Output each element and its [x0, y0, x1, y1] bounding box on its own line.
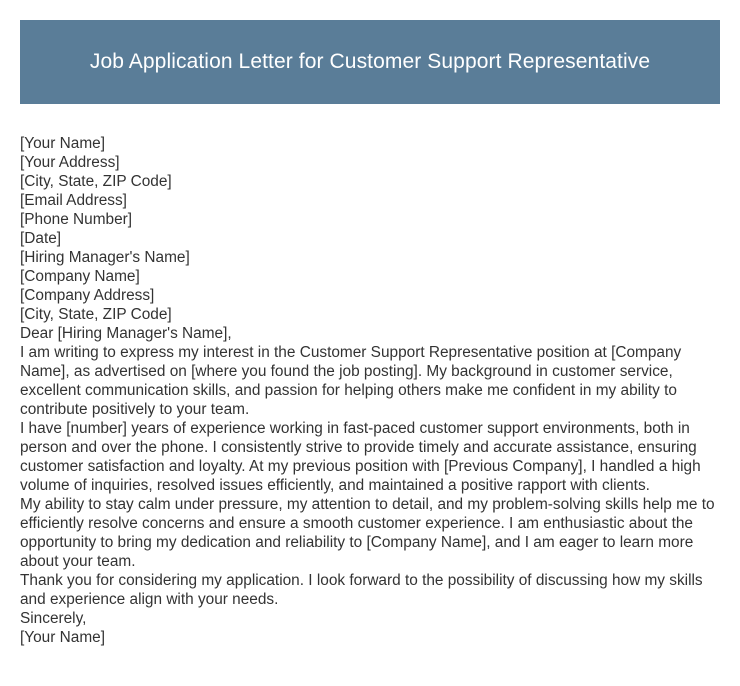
sender-email: [Email Address]: [20, 192, 127, 209]
recipient-city-state-zip: [City, State, ZIP Code]: [20, 306, 172, 323]
sender-name: [Your Name]: [20, 135, 105, 152]
recipient-company-address: [Company Address]: [20, 287, 155, 304]
recipient-company-name: [Company Name]: [20, 268, 140, 285]
salutation: Dear [Hiring Manager's Name],: [20, 325, 232, 342]
closing: Sincerely,: [20, 610, 87, 627]
letter-date: [Date]: [20, 230, 62, 247]
body-paragraph: My ability to stay calm under pressure, my attention to detail, and my problem-solving skills help me to efficiently resolve concerns and ensure a smooth customer experience. I am enthusiastic about the opportunity to bring my dedication and reliability to [Company Name], and I am eager to learn more about your team.: [20, 496, 715, 570]
sender-phone: [Phone Number]: [20, 211, 133, 228]
signature: [Your Name]: [20, 629, 105, 646]
body-paragraph: Thank you for considering my application. I look forward to the possibility of discussing how my skills and experience align with your needs.: [20, 572, 703, 608]
recipient-manager-name: [Hiring Manager's Name]: [20, 249, 190, 266]
body-paragraph: I have [number] years of experience working in fast-paced customer support environments, both in person and over the phone. I consistently strive to provide timely and accurate assistance, ensuring customer satisfaction and loyalty. At my previous position with [Previous Company], I handled a high volume of inquiries, resolved issues efficiently, and maintained a positive rapport with clients.: [20, 420, 701, 494]
sender-city-state-zip: [City, State, ZIP Code]: [20, 173, 172, 190]
letter-body: [20, 134, 722, 647]
page-title: Job Application Letter for Customer Support Representative: [89, 50, 651, 73]
title-banner: [20, 20, 720, 104]
body-paragraph: I am writing to express my interest in the Customer Support Representative position at [Company Name], as advertised on [where you found the job posting]. My background in customer service, excellent communication skills, and passion for helping others make me confident in my ability to contribute positively to your team.: [20, 344, 682, 418]
sender-address: [Your Address]: [20, 154, 120, 171]
